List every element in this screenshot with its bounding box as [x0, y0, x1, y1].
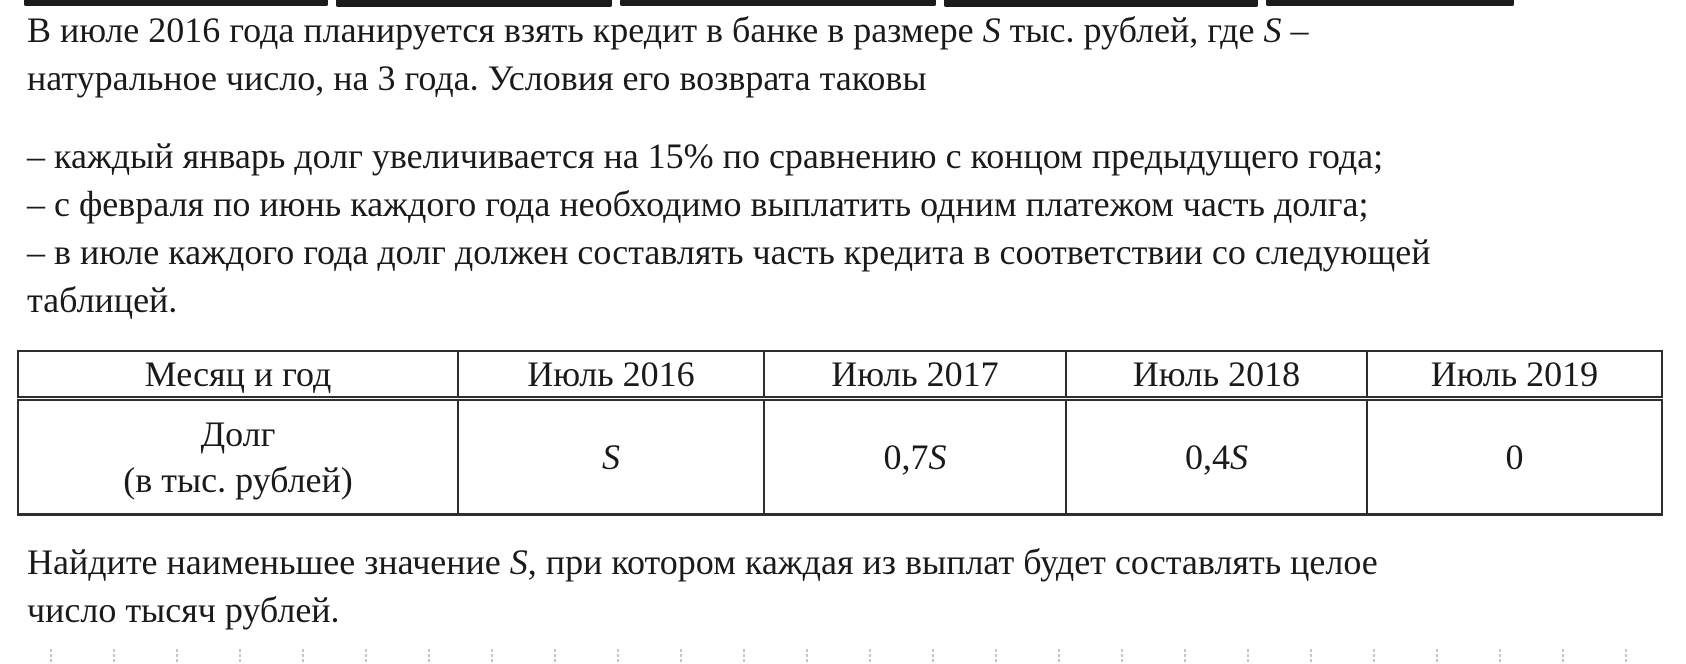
- header-cell-july-2016: Июль 2016: [458, 351, 764, 399]
- debt-value-2017: 0,7S: [764, 399, 1066, 515]
- debt-value-2016: S: [458, 399, 764, 515]
- question-line-1: Найдите наименьшее значение S, при котором каждая из выплат будет составлять целое: [27, 542, 1378, 582]
- condition-line-4: таблицей.: [27, 280, 178, 320]
- debt-value-2019: 0: [1367, 399, 1662, 515]
- row-label-debt: [18, 399, 458, 515]
- question-line-2: число тысяч рублей.: [27, 590, 340, 630]
- intro-line-2: натуральное число, на 3 года. Условия его возврата таковы: [27, 58, 927, 98]
- header-cell-july-2018: Июль 2018: [1066, 351, 1367, 399]
- table-row: [18, 399, 1662, 515]
- header-cell-july-2019: Июль 2019: [1367, 351, 1662, 399]
- condition-line-2: – с февраля по июнь каждого года необходимо выплатить одним платежом часть долга;: [27, 184, 1369, 224]
- row-label-line-1: Долг: [200, 414, 276, 454]
- scan-tick-marks: [0, 649, 1686, 664]
- condition-line-1: – каждый январь долг увеличивается на 15% по сравнению с концом предыдущего года;: [27, 136, 1384, 176]
- problem-intro-paragraph: [27, 6, 1308, 102]
- debt-value-2018: 0,4S: [1066, 399, 1367, 515]
- debt-schedule-table: [17, 350, 1663, 516]
- condition-line-3: – в июле каждого года долг должен составлять часть кредита в соответствии со следующей: [27, 232, 1431, 272]
- table-header-row: [18, 351, 1662, 399]
- question-paragraph: [27, 538, 1378, 634]
- row-label-line-2: (в тыс. рублей): [123, 460, 353, 500]
- header-cell-month-year: Месяц и год: [18, 351, 458, 399]
- header-cell-july-2017: Июль 2017: [764, 351, 1066, 399]
- intro-line-1: В июле 2016 года планируется взять кредит в банке в размере S тыс. рублей, где S –: [27, 10, 1309, 50]
- loan-conditions-list: [27, 132, 1431, 324]
